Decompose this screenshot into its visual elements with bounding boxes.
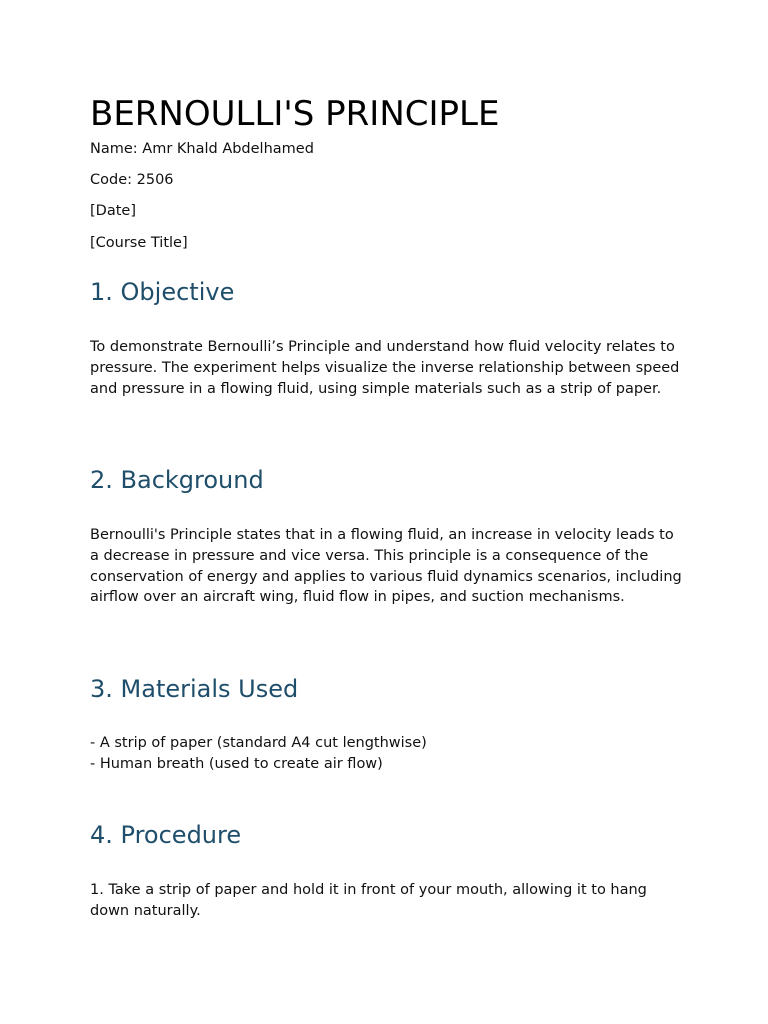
section-heading-procedure: 4. Procedure <box>90 821 242 849</box>
section-body-procedure: 1. Take a strip of paper and hold it in front of your mouth, allowing it to hang down naturally. <box>90 882 647 919</box>
section-body-background: Bernoulli's Principle states that in a flowing fluid, an increase in velocity leads to a decrease in pressure and vice versa. This principle is a consequence of the conservation of energy and applies to various fluid dynamics scenarios, including airflow over an aircraft wing, fluid flow in pipes, and suction mechanisms. <box>90 527 682 606</box>
list-item: - Human breath (used to create air flow) <box>90 755 383 772</box>
section-heading-background: 2. Background <box>90 466 264 494</box>
course-title: [Course Title] <box>90 235 188 251</box>
student-code: Code: 2506 <box>90 172 174 188</box>
student-name: Name: Amr Khald Abdelhamed <box>90 141 314 157</box>
list-item: - A strip of paper (standard A4 cut lengthwise) <box>90 735 427 751</box>
document-title: BERNOULLI'S PRINCIPLE <box>90 94 500 134</box>
section-body-objective: To demonstrate Bernoulli’s Principle and understand how fluid velocity relates to pressure. The experiment helps visualize the inverse relationship between speed and pressure in a flowing fluid, using simple materials such as a strip of paper. <box>90 339 680 397</box>
section-heading-materials: 3. Materials Used <box>90 675 299 703</box>
section-heading-objective: 1. Objective <box>90 278 235 306</box>
document-date: [Date] <box>90 203 136 219</box>
materials-list <box>90 733 682 775</box>
